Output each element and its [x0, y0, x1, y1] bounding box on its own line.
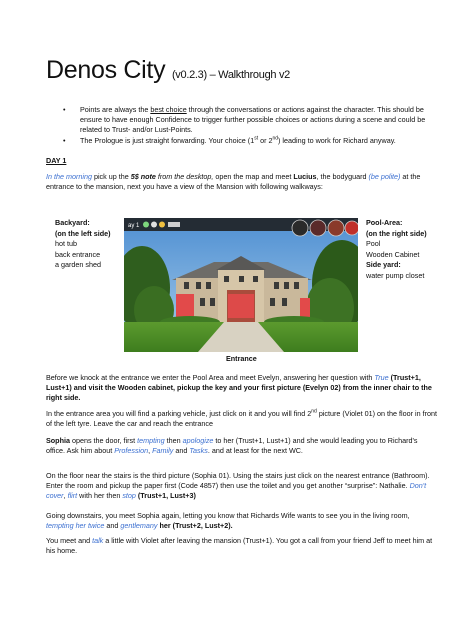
pool-area-list: Pool-Area: (on the right side) Pool Wooden Cabinet Side yard: water pump closet [366, 218, 427, 280]
paragraph-bathroom: On the floor near the stairs is the third picture (Sophia 01). Using the stairs just click on the nearest entrance (Bathroom). Enter the room and pickup the paper first (Code 4857) then use the toilet and you get another “surprise”: Nathalie. Don't cover, flirt with her then stop (Trust+1, Lust+3) [46, 471, 430, 500]
hud-map-icon[interactable] [292, 220, 308, 236]
paragraph-pool-area: Before we knock at the entrance we enter the Pool Area and meet Evelyn, answering her question with True (Trust+1, Lust+1) and visit the Wooden cabinet, pickup the key and your first picture (Evelyn 02) from the inner chair to the right side. [46, 373, 432, 402]
list-item: • Points are always the best choice through the conversations or actions against the character. This should be ensure to have enough Confidence to trigger further possible choices or actions during a scene and could be related to Trust- and/or Lust-Points. [63, 105, 441, 134]
intro-paragraph: In the morning pick up the 5$ note from the desktop, open the map and meet Lucius, the bodyguard (be polite) at the entrance to the mansion, next you have a view of the Mansion with following walkways: [46, 172, 421, 191]
backyard-list: Backyard: (on the left side) hot tub back entrance a garden shed [55, 218, 111, 269]
image-caption: Entrance [226, 354, 257, 363]
mansion-screenshot [124, 218, 358, 352]
list-item: • The Prologue is just straight forwarding. Your choice (1st or 2nd) leading to work for Richard anyway. [63, 136, 441, 146]
page-title: Denos City (v0.2.3) – Walkthrough v2 [46, 56, 290, 84]
entrance-highlight [228, 294, 254, 318]
hud-inventory-icon[interactable] [328, 220, 344, 236]
paragraph-living-room: Going downstairs, you meet Sophia again, letting you know that Richards Wife wants to see you in the living room, tempting her twice and gentlemany her (Trust+2, Lust+2). [46, 511, 410, 530]
mansion-illustration [124, 218, 358, 352]
bullet-list [63, 105, 441, 148]
paragraph-violet: You meet and talk a little with Violet after leaving the mansion (Trust+1). You got a call from your friend Jeff to meet him at his home. [46, 536, 433, 555]
hud-heart-icon[interactable] [345, 221, 358, 235]
day-heading: DAY 1 [46, 156, 67, 165]
paragraph-parking-vehicle: In the entrance area you will find a parking vehicle, just click on it and you will find 2nd picture (Violet 01) on the floor in front of the left tyre. Leave the car and reach the entrance [46, 408, 437, 428]
page-subtitle: (v0.2.3) – Walkthrough v2 [171, 69, 290, 81]
paragraph-sophia: Sophia opens the door, first tempting then apologize to her (Trust+1, Lust+1) and she would leading you to Richard's office. Ask him about Profession, Family and Tasks. and at least for the next WC. [46, 436, 418, 455]
hud-day: ay 1 [128, 223, 140, 229]
hud-phone-icon[interactable] [310, 220, 326, 236]
